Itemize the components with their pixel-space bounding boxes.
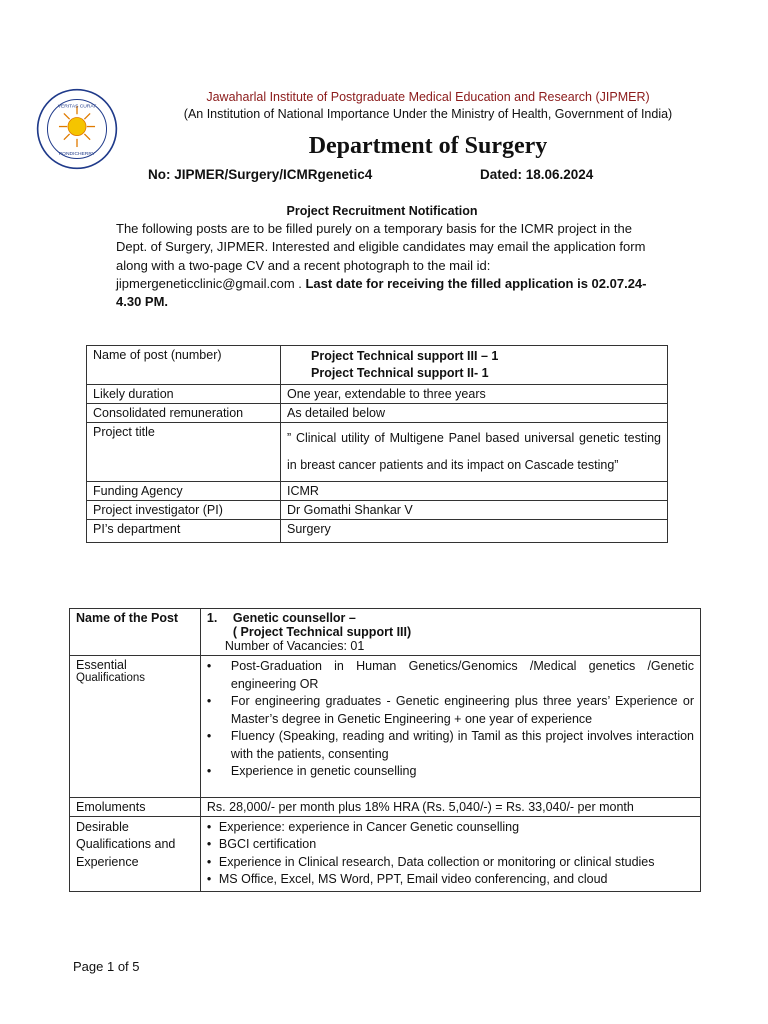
row-value xyxy=(200,656,700,798)
list-item: • Experience in genetic counselling xyxy=(207,763,694,781)
table-row xyxy=(87,404,668,423)
institute-subline: (An Institution of National Importance Under the Ministry of Health, Government of India) xyxy=(183,107,673,121)
department-title: Department of Surgery xyxy=(308,133,548,159)
reference-number: No: JIPMER/Surgery/ICMRgenetic4 xyxy=(148,167,373,182)
list-item: • Fluency (Speaking, reading and writing) in Tamil as this project involves interaction with the patients, consenting xyxy=(207,728,694,763)
list-item: • Post-Graduation in Human Genetics/Genomics /Medical genetics /Genetic engineering OR xyxy=(207,658,694,693)
seal-location: PONDICHERRY xyxy=(58,152,96,158)
list-item: • Experience in Clinical research, Data collection or monitoring or clinical studies xyxy=(207,854,694,872)
row-label: Name of the Post xyxy=(70,609,201,656)
post-name-1: Project Technical support III – 1 xyxy=(311,349,499,363)
table-row xyxy=(87,501,668,520)
row-label xyxy=(70,656,201,798)
row-value xyxy=(200,609,700,656)
row-label: Project investigator (PI) xyxy=(87,501,281,520)
row-value xyxy=(281,346,668,385)
row-label: Desirable Qualifications and Experience xyxy=(70,816,201,891)
seal-motto: VERITAS CURAT xyxy=(57,104,97,110)
desirable-list xyxy=(207,819,694,889)
list-item: • For engineering graduates - Genetic engineering plus three years’ Experience or Master’s degree in Genetic Engineering + one year of experience xyxy=(207,693,694,728)
post-subtitle: ( Project Technical support III) xyxy=(232,625,412,639)
post-title-text: Genetic counsellor – xyxy=(232,611,356,625)
table-row xyxy=(87,520,668,543)
table-row xyxy=(87,482,668,501)
vacancy-count: Number of Vacancies: 01 xyxy=(224,639,365,653)
notice-body xyxy=(116,220,664,311)
list-item: • MS Office, Excel, MS Word, PPT, Email video conferencing, and cloud xyxy=(207,871,694,889)
essential-list xyxy=(207,658,694,781)
jipmer-seal-logo xyxy=(36,88,118,170)
notice-date: Dated: 18.06.2024 xyxy=(480,167,594,182)
list-item: • BGCI certification xyxy=(207,836,694,854)
row-value xyxy=(200,816,700,891)
post-number: 1. xyxy=(206,611,218,625)
row-label: Consolidated remuneration xyxy=(87,404,281,423)
row-value: One year, extendable to three years xyxy=(281,385,668,404)
row-value: Rs. 28,000/- per month plus 18% HRA (Rs. 5,040/-) = Rs. 33,040/- per month xyxy=(200,797,700,816)
notice-title: Project Recruitment Notification xyxy=(286,204,478,218)
table-row xyxy=(87,423,668,482)
row-label: PI’s department xyxy=(87,520,281,543)
list-item: • Experience: experience in Cancer Genetic counselling xyxy=(207,819,694,837)
notice-deadline: Last date for receiving the filled application is 02.07.24- 4.30 PM. xyxy=(116,275,647,310)
row-label: Funding Agency xyxy=(87,482,281,501)
table-row xyxy=(70,797,701,816)
institute-name: Jawaharlal Institute of Postgraduate Medical Education and Research (JIPMER) xyxy=(206,90,650,104)
page-number: Page 1 of 5 xyxy=(73,959,140,974)
row-label: Project title xyxy=(87,423,281,482)
project-summary-table xyxy=(86,345,668,543)
row-value: ” Clinical utility of Multigene Panel based universal genetic testing in breast cancer patients and its impact on Cascade testing” xyxy=(281,423,668,482)
table-row xyxy=(70,656,701,798)
post-name-2: Project Technical support II- 1 xyxy=(311,366,489,380)
row-label: Name of post (number) xyxy=(87,346,281,385)
row-label: Emoluments xyxy=(70,797,201,816)
row-value: Surgery xyxy=(281,520,668,543)
table-row xyxy=(70,609,701,656)
row-label: Likely duration xyxy=(87,385,281,404)
table-row xyxy=(87,346,668,385)
notice-text: The following posts are to be filled purely on a temporary basis for the ICMR project in the Dept. of Surgery, JIPMER. Interested and eligible candidates may email the application form along with a two-page CV and a recent photograph to the mail id: jipmergeneticclinic@gmail.com . xyxy=(116,221,646,291)
post-details-table xyxy=(69,608,701,892)
row-value: As detailed below xyxy=(281,404,668,423)
row-value: Dr Gomathi Shankar V xyxy=(281,501,668,520)
table-row xyxy=(70,816,701,891)
row-value: ICMR xyxy=(281,482,668,501)
qualifications-label: Qualifications xyxy=(76,672,146,684)
essential-label: Essential xyxy=(76,658,127,672)
post-title xyxy=(207,611,694,625)
table-row xyxy=(87,385,668,404)
